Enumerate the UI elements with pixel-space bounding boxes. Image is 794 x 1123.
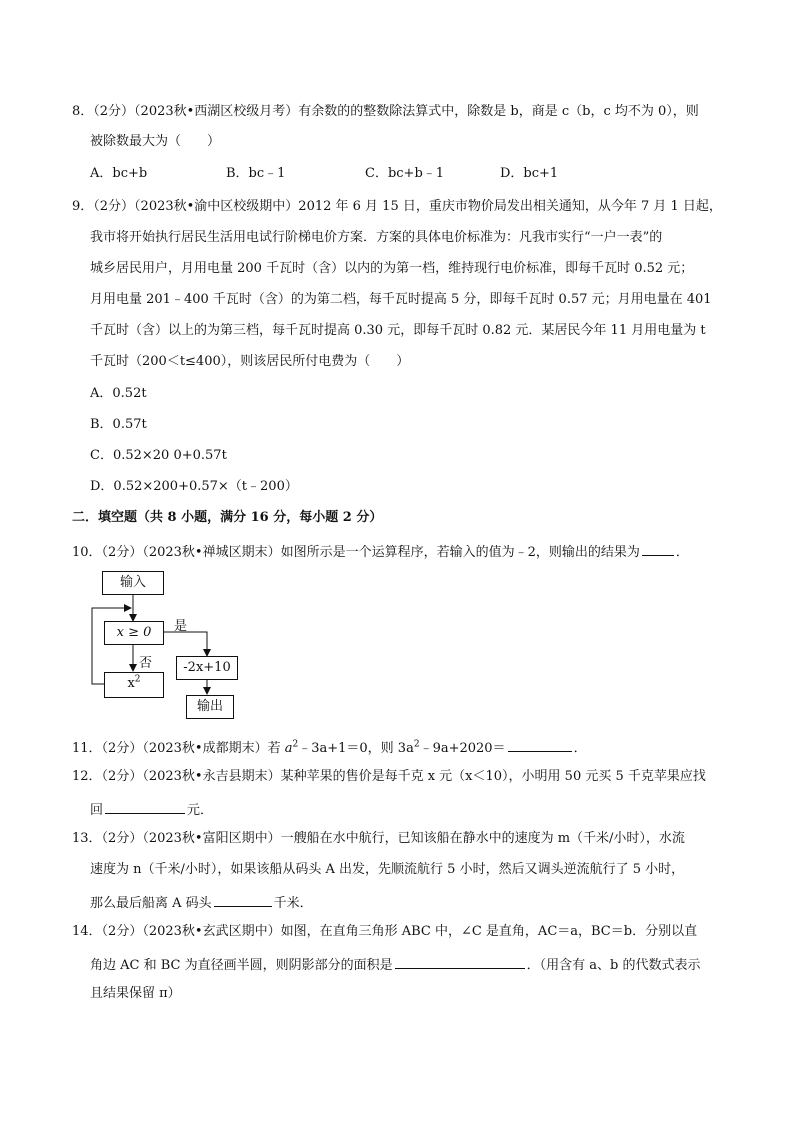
q14-line-2 — [90, 954, 700, 975]
q8-choice-d: D．bc+1 — [500, 166, 559, 181]
section-heading-fill-in: 二．填空题（共 8 小题，满分 16 分，每小题 2 分） — [72, 510, 383, 525]
q10-answer-blank[interactable] — [642, 541, 674, 556]
q8-choice-a: A．bc+b — [90, 166, 148, 181]
q11-exp-2: 2 — [413, 739, 420, 750]
q14-post: ．（用含有 a、b 的代数式表示 — [526, 958, 701, 973]
flowchart-calc-box: -2x+10 — [176, 656, 238, 680]
flowchart-square-exp: 2 — [134, 674, 141, 685]
q9-line-5: 千瓦时（含）以上的为第三档，每千瓦时提高 0.30 元，即每千瓦时 0.82 元．某居民今年 11 月用电量为 t — [90, 323, 706, 338]
q12-line-1: 12．（2分）（2023秋•永吉县期末）某种苹果的售价是每千克 x 元（x＜10），小明用 50 元买 5 千克苹果应找 — [72, 769, 706, 784]
flowchart-square-box — [104, 672, 164, 698]
q11-answer-blank[interactable] — [508, 737, 572, 752]
q9-choice-d: D．0.52×200+0.57×（t﹣200） — [90, 479, 298, 494]
flowchart-yes-label: 是 — [174, 619, 188, 634]
flowchart-square-base: x — [127, 676, 135, 691]
q13-post: 千米． — [273, 896, 313, 911]
q10-line-1 — [72, 541, 689, 562]
q13-answer-blank[interactable] — [214, 892, 272, 907]
q8-line-2: 被除数最大为（ ） — [90, 134, 221, 149]
q11-pre: 11．（2分）（2023秋•成都期末）若 — [72, 741, 285, 756]
q8-choice-c: C．bc+b﹣1 — [365, 166, 445, 181]
q12-pre: 回 — [90, 803, 104, 818]
q13-line-3 — [90, 892, 313, 913]
q9-line-1: 9．（2分）（2023秋•渝中区校级期中）2012 年 6 月 15 日，重庆市物价局发出相关通知，从今年 7 月 1 日起， — [72, 199, 722, 214]
q14-answer-blank[interactable] — [395, 954, 525, 969]
q11-mid: ﹣3a+1＝0，则 3a — [298, 741, 414, 756]
flowchart-output-box: 输出 — [186, 695, 234, 719]
q10-end: ． — [675, 545, 689, 560]
q9-choice-c: C．0.52×20 0+0.57t — [90, 448, 227, 463]
q11-exp-1: 2 — [292, 739, 299, 750]
q14-pre: 角边 AC 和 BC 为直径画半圆，则阴影部分的面积是 — [90, 958, 393, 973]
q14-line-1: 14．（2分）（2023秋•玄武区期中）如图，在直角三角形 ABC 中，∠C 是直角，AC＝a，BC＝b．分别以直 — [72, 924, 698, 939]
flowchart-input-box: 输入 — [102, 571, 164, 595]
flowchart-condition-box — [104, 621, 164, 645]
q8-choice-b: B．bc﹣1 — [226, 166, 286, 181]
q9-line-3: 城乡居民用户，月用电量 200 千瓦时（含）以内的为第一档，维持现行电价标准，即每千瓦时 0.52 元； — [90, 261, 694, 276]
flowchart-no-label: 否 — [139, 656, 153, 671]
flowchart-condition-text: x ≥ 0 — [116, 625, 152, 640]
q8-line-1: 8．（2分）（2023秋•西湖区校级月考）有余数的的整数除法算式中，除数是 b，商是 c（b，c 均不为 0），则 — [72, 104, 699, 119]
q9-choice-b: B．0.57t — [90, 417, 147, 432]
q12-line-2 — [90, 799, 213, 820]
q14-line-3: 且结果保留 π） — [90, 986, 181, 1001]
q9-line-6: 千瓦时（200＜t≤400），则该居民所付电费为（ ） — [90, 354, 410, 369]
q12-answer-blank[interactable] — [105, 799, 185, 814]
q13-line-1: 13．（2分）（2023秋•富阳区期中）一艘船在水中航行，已知该船在静水中的速度为 m（千米/小时），水流 — [72, 831, 685, 846]
q11-line — [72, 737, 587, 758]
q11-post: ﹣9a+2020＝ — [419, 741, 506, 756]
q12-post: 元． — [187, 803, 214, 818]
q11-var-a: a — [284, 741, 293, 756]
q11-end: ． — [573, 741, 587, 756]
q13-line-2: 速度为 n（千米/小时），如果该船从码头 A 出发，先顺流航行 5 小时，然后又调头逆流航行了 5 小时， — [90, 862, 685, 877]
q9-line-4: 月用电量 201﹣400 千瓦时（含）的为第二档，每千瓦时提高 5 分，即每千瓦时 0.57 元；月用电量在 401 — [90, 292, 712, 307]
q10-text: 10．（2分）（2023秋•禅城区期末）如图所示是一个运算程序，若输入的值为﹣2，则输出的结果为 — [72, 545, 640, 560]
operation-flowchart — [88, 566, 248, 726]
q9-choice-a: A．0.52t — [90, 386, 147, 401]
q13-pre: 那么最后船离 A 码头 — [90, 896, 212, 911]
q9-line-2: 我市将开始执行居民生活用电试行阶梯电价方案．方案的具体电价标准为：凡我市实行“一户一表”的 — [90, 230, 663, 245]
